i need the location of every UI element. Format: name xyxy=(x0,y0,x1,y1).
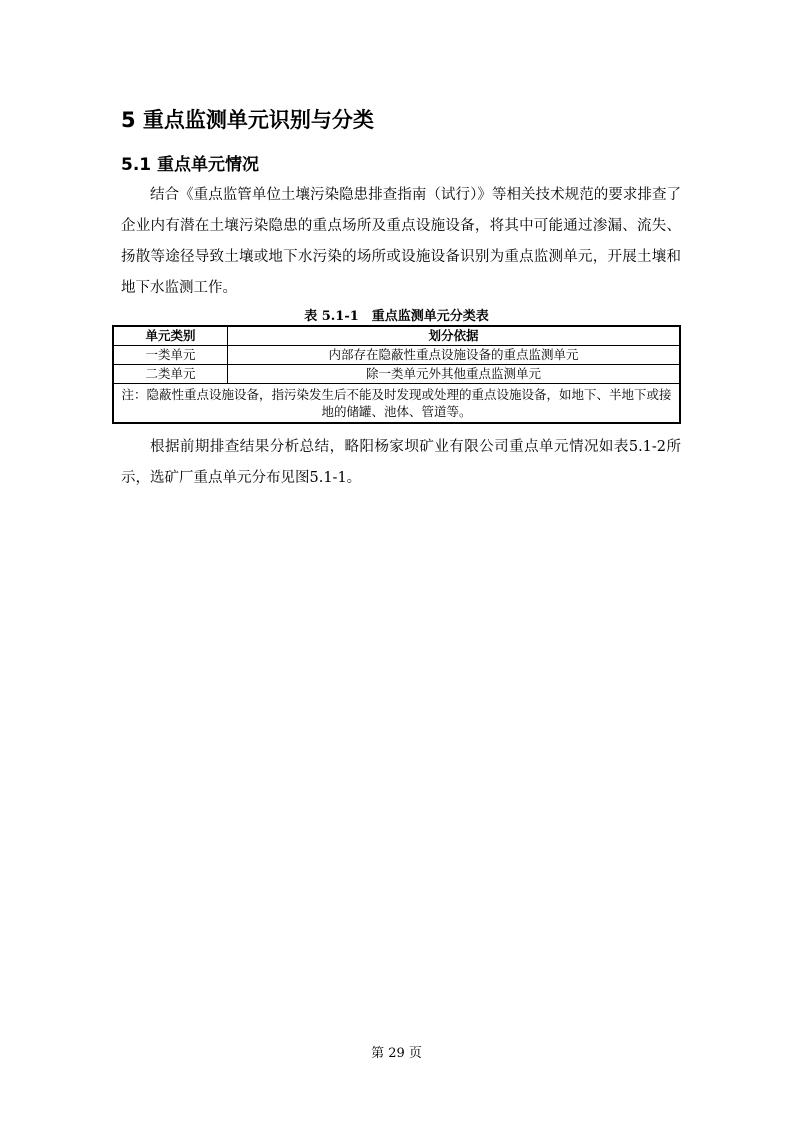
subsection-heading: 5.1 重点单元情况 xyxy=(121,155,260,175)
table-cell: 除一类单元外其他重点监测单元 xyxy=(228,365,681,384)
section-heading: 5 重点监测单元识别与分类 xyxy=(121,108,374,132)
table-header-row xyxy=(113,326,680,346)
page-number: 第 29 页 xyxy=(371,1046,422,1061)
intro-paragraph: 结合《重点监管单位土壤污染隐患排查指南（试行）》等相关技术规范的要求排查了企业内有潜在土壤污染隐患的重点场所及重点设施设备，将其中可能通过渗漏、流失、扬散等途径导致土壤或地下水污染的场所或设施设备识别为重点监测单元，开展土壤和地下水监测工作。 xyxy=(121,187,681,296)
table-cell: 一类单元 xyxy=(113,346,228,365)
classification-table xyxy=(112,325,681,424)
table-cell: 二类单元 xyxy=(113,365,228,384)
column-header-category: 单元类别 xyxy=(113,326,228,346)
table-note-row xyxy=(113,384,680,424)
table-row xyxy=(113,365,680,384)
table-caption: 表 5.1-1 重点监测单元分类表 xyxy=(304,309,489,324)
column-header-basis: 划分依据 xyxy=(228,326,681,346)
summary-paragraph: 根据前期排查结果分析总结，略阳杨家坝矿业有限公司重点单元情况如表5.1-2所示，选矿厂重点单元分布见图5.1-1。 xyxy=(121,439,681,486)
table-cell: 内部存在隐蔽性重点设施设备的重点监测单元 xyxy=(228,346,681,365)
table-row xyxy=(113,346,680,365)
table-note: 注：隐蔽性重点设施设备，指污染发生后不能及时发现或处理的重点设施设备，如地下、半地下或接地的储罐、池体、管道等。 xyxy=(113,384,680,424)
